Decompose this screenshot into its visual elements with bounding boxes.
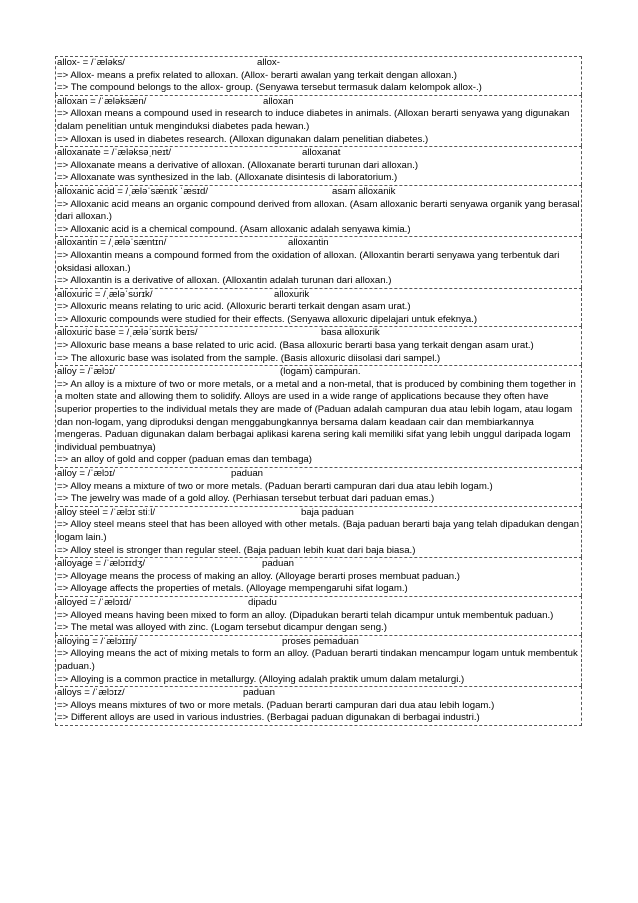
- example-sentence: => Alloxanic acid is a chemical compound. (Asam alloxanic adalah senyawa kimia.): [57, 223, 411, 235]
- headword-pronunciation: alloy = /ˈælɔɪ/: [57, 366, 116, 378]
- dictionary-entry: [55, 326, 582, 365]
- headword-pronunciation: alloxuric = /ˌæləˈsʊrɪk/: [57, 288, 153, 300]
- dictionary-entry: [55, 506, 582, 557]
- dictionary-entry: [55, 557, 582, 596]
- example-sentence: => Alloyage means the process of making an alloy. (Alloyage berarti proses membuat paduan.): [57, 570, 460, 582]
- dictionary-entry: [55, 56, 582, 95]
- dictionary-entry: [55, 146, 582, 185]
- example-sentence: => Alloxanate was synthesized in the lab. (Alloxanate disintesis di laboratorium.): [57, 172, 398, 184]
- example-sentence: => The jewelry was made of a gold alloy. (Perhiasan tersebut terbuat dari paduan emas.): [57, 493, 435, 505]
- entry-headword: [57, 687, 580, 700]
- entry-headword: [57, 636, 580, 649]
- example-sentence: => Alloxanic acid means an organic compound derived from alloxan. (Asam alloxanic berarti senyawa organik yang berasal dari alloxan.): [57, 198, 580, 223]
- headword-translation: alloxan: [263, 95, 294, 107]
- headword-translation: (logam) campuran.: [280, 366, 361, 378]
- entry-headword: [57, 186, 580, 199]
- example-sentence: => Alloying means the act of mixing metals to form an alloy. (Paduan berarti tindakan mencampur logam untuk membentuk paduan.): [57, 648, 578, 672]
- example-sentence: => Alloxan means a compound used in research to induce diabetes in animals. (Alloxan berarti senyawa yang digunakan dalam penelitian untuk menginduksi diabetes pada hewan.): [57, 108, 570, 132]
- headword-pronunciation: alloxanate = /ˈæləksəˌneɪt/: [57, 147, 172, 159]
- headword-pronunciation: alloyage = /ˈælɔɪɪdʒ/: [57, 558, 146, 570]
- entry-headword: [57, 237, 580, 250]
- example-sentence: => The metal was alloyed with zinc. (Logam tersebut dicampur dengan seng.): [57, 622, 387, 634]
- dictionary-entry: [55, 288, 582, 327]
- headword-translation: asam alloxanik: [332, 185, 396, 197]
- headword-pronunciation: alloyed = /ˈælɔɪd/: [57, 596, 132, 608]
- headword-translation: baja paduan: [301, 506, 354, 518]
- dictionary-entry: [55, 365, 582, 467]
- entry-headword: [57, 96, 580, 109]
- example-sentence: => The compound belongs to the allox- group. (Senyawa tersebut termasuk dalam kelompok allox-.): [57, 82, 482, 94]
- example-sentence: => Alloy means a mixture of two or more metals. (Paduan berarti campuran dari dua atau lebih logam.): [57, 480, 493, 492]
- example-sentence: => Alloy steel is stronger than regular steel. (Baja paduan lebih kuat dari baja biasa.): [57, 544, 416, 556]
- headword-pronunciation: alloxantin = /ˌæləˈsæntɪn/: [57, 237, 167, 249]
- dictionary-entry: [55, 95, 582, 146]
- entry-headword: [57, 57, 580, 70]
- headword-pronunciation: alloxanic acid = /ˌæləˈsænɪk ˈæsɪd/: [57, 185, 209, 197]
- entry-headword: [57, 289, 580, 302]
- headword-pronunciation: alloxuric base = /ˌæləˈsʊrɪk beɪs/: [57, 327, 198, 339]
- headword-translation: basa alloxurik: [321, 327, 380, 339]
- headword-pronunciation: alloxan = /ˈæləksæn/: [57, 95, 147, 107]
- example-sentence: => Allox- means a prefix related to alloxan. (Allox- berarti awalan yang terkait dengan alloxan.): [57, 69, 457, 81]
- headword-pronunciation: alloying = /ˈælɔɪɪŋ/: [57, 635, 137, 647]
- headword-translation: paduan: [262, 558, 295, 570]
- dictionary-entry: [55, 185, 582, 236]
- headword-pronunciation: allox- = /ˈæləks/: [57, 57, 125, 68]
- example-sentence: => An alloy is a mixture of two or more metals, or a metal and a non-metal, that is produced by combining them together in a molten state and allowing them to solidify. Alloys are used in a wide range of applications because they often have superior properties to the individual metals they are made of (Paduan adalah campuran dua atau lebih logam, atau logam dan non-logam, yang diproduksi dengan menggabungkannya bersama dalam keadaan cair dan membiarkannya mengeras. Paduan digunakan dalam berbagai aplikasi karena sering kali memiliki sifat yang lebih unggul daripada logam individual pembuatnya): [57, 378, 576, 453]
- example-sentence: => Alloxantin means a compound formed from the oxidation of alloxan. (Alloxantin berarti senyawa yang terbentuk dari oksidasi alloxan.): [57, 249, 560, 274]
- dictionary-entry: [55, 596, 582, 635]
- headword-pronunciation: alloy = /ˈælɔɪ/: [57, 468, 116, 479]
- example-sentence: => Alloyage affects the properties of metals. (Alloyage mempengaruhi sifat logam.): [57, 583, 408, 595]
- dictionary-entry: [55, 467, 582, 506]
- example-sentence: => an alloy of gold and copper (paduan emas dan tembaga): [57, 454, 312, 466]
- example-sentence: => Alloxanate means a derivative of alloxan. (Alloxanate berarti turunan dari alloxan.): [57, 159, 419, 171]
- dictionary-entry: [55, 635, 582, 686]
- headword-translation: alloxantin: [288, 237, 329, 249]
- example-sentence: => Alloxuric means relating to uric acid. (Alloxuric berarti terkait dengan asam urat.): [57, 301, 411, 313]
- entry-headword: [57, 507, 580, 520]
- headword-pronunciation: alloys = /ˈælɔɪz/: [57, 687, 125, 699]
- dictionary-entry: [55, 236, 582, 287]
- entry-headword: [57, 597, 580, 610]
- example-sentence: => Alloxan is used in diabetes research. (Alloxan digunakan dalam penelitian diabetes.): [57, 133, 429, 145]
- headword-translation: alloxurik: [274, 288, 310, 300]
- example-sentence: => The alloxuric base was isolated from the sample. (Basis alloxuric diisolasi dari sampel.): [57, 352, 441, 364]
- headword-translation: allox-: [257, 57, 280, 68]
- headword-translation: dipadu: [248, 596, 277, 608]
- headword-translation: alloxanat: [302, 147, 341, 159]
- example-sentence: => Alloxuric compounds were studied for their effects. (Senyawa alloxuric dipelajari untuk efeknya.): [57, 313, 478, 325]
- entry-headword: [57, 366, 580, 379]
- entry-headword: [57, 468, 580, 481]
- headword-pronunciation: alloy steel = /ˈælɔɪ stiːl/: [57, 506, 156, 518]
- headword-translation: paduan: [243, 687, 276, 699]
- example-sentence: => Alloxuric base means a base related to uric acid. (Basa alloxuric berarti basa yang terkait dengan asam urat.): [57, 340, 534, 352]
- dictionary-entry: [55, 686, 582, 726]
- headword-translation: paduan: [231, 468, 264, 479]
- headword-translation: proses pemaduan: [282, 635, 359, 647]
- example-sentence: => Alloy steel means steel that has been alloyed with other metals. (Baja paduan berarti baja yang telah dipadukan dengan logam lain.): [57, 519, 580, 543]
- entry-headword: [57, 327, 580, 340]
- example-sentence: => Alloys means mixtures of two or more metals. (Paduan berarti campuran dari dua atau lebih logam.): [57, 699, 495, 711]
- dictionary-page: [55, 56, 582, 726]
- example-sentence: => Alloyed means having been mixed to form an alloy. (Dipadukan berarti telah dicampur untuk membentuk paduan.): [57, 609, 554, 621]
- example-sentence: => Alloxantin is a derivative of alloxan. (Alloxantin adalah turunan dari alloxan.): [57, 275, 392, 287]
- example-sentence: => Different alloys are used in various industries. (Berbagai paduan digunakan di berbagai industri.): [57, 712, 480, 724]
- entry-headword: [57, 558, 580, 571]
- example-sentence: => Alloying is a common practice in metallurgy. (Alloying adalah praktik umum dalam metalurgi.): [57, 673, 465, 685]
- entry-headword: [57, 147, 580, 160]
